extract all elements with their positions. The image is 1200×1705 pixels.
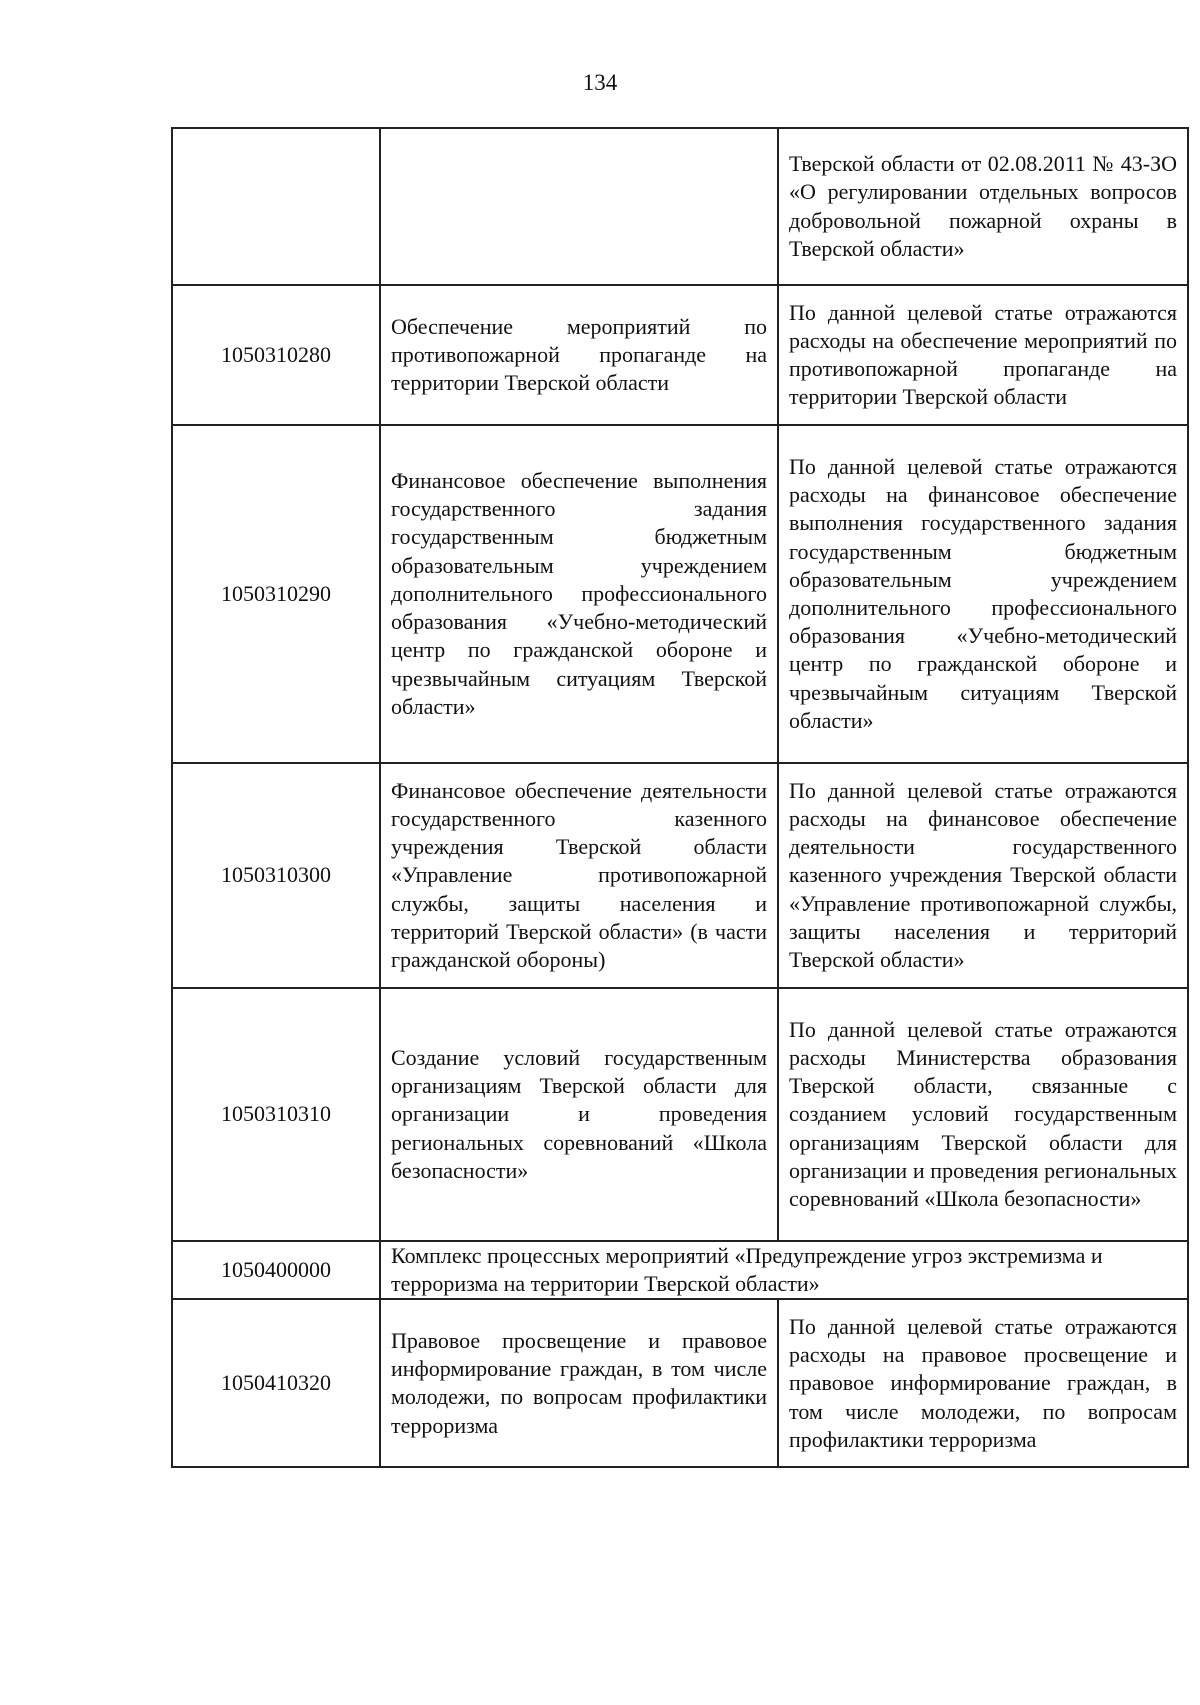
page-number: 134 (582, 70, 618, 95)
description-cell: По данной целевой статье отражаются расходы Министерства образования Тверской области, связанные с созданием условий государственным организациям Тверской области для организации и проведения региональных соревнований «Школа безопасности» (778, 988, 1188, 1241)
name-cell: Финансовое обеспечение выполнения государственного задания государственным бюджетным образовательным учреждением дополнительного профессионального образования «Учебно-методический центр по гражданской обороне и чрезвычайным ситуациям Тверской области» (380, 425, 778, 763)
table-row (172, 1241, 1188, 1299)
description-cell: Тверской области от 02.08.2011 № 43-ЗО «О регулировании отдельных вопросов добровольной пожарной охраны в Тверской области» (778, 128, 1188, 285)
name-cell: Правовое просвещение и правовое информирование граждан, в том числе молодежи, по вопросам профилактики терроризма (380, 1299, 778, 1467)
budget-classification-table (171, 127, 1189, 1468)
name-cell: Финансовое обеспечение деятельности государственного казенного учреждения Тверской области «Управление противопожарной службы, защиты населения и территорий Тверской области» (в части гражданской обороны) (380, 763, 778, 988)
section-title-cell: Комплекс процессных мероприятий «Предупреждение угроз экстремизма и терроризма на территории Тверской области» (380, 1241, 1188, 1299)
table-row (172, 988, 1188, 1241)
description-cell: По данной целевой статье отражаются расходы на финансовое обеспечение выполнения государственного задания государственным бюджетным образовательным учреждением дополнительного профессионального образования «Учебно-методический центр по гражданской обороне и чрезвычайным ситуациям Тверской области» (778, 425, 1188, 763)
code-cell (172, 128, 380, 285)
code-cell: 1050400000 (172, 1241, 380, 1299)
description-cell: По данной целевой статье отражаются расходы на финансовое обеспечение деятельности государственного казенного учреждения Тверской области «Управление противопожарной службы, защиты населения и территорий Тверской области» (778, 763, 1188, 988)
code-cell: 1050410320 (172, 1299, 380, 1467)
code-cell: 1050310290 (172, 425, 380, 763)
table-row (172, 1299, 1188, 1467)
name-cell: Создание условий государственным организациям Тверской области для организации и проведения региональных соревнований «Школа безопасности» (380, 988, 778, 1241)
description-cell: По данной целевой статье отражаются расходы на правовое просвещение и правовое информирование граждан, в том числе молодежи, по вопросам профилактики терроризма (778, 1299, 1188, 1467)
code-cell: 1050310310 (172, 988, 380, 1241)
table-row (172, 763, 1188, 988)
name-cell: Обеспечение мероприятий по противопожарной пропаганде на территории Тверской области (380, 285, 778, 425)
name-cell (380, 128, 778, 285)
table-row (172, 285, 1188, 425)
code-cell: 1050310280 (172, 285, 380, 425)
description-cell: По данной целевой статье отражаются расходы на обеспечение мероприятий по противопожарной пропаганде на территории Тверской области (778, 285, 1188, 425)
table-row (172, 425, 1188, 763)
code-cell: 1050310300 (172, 763, 380, 988)
table-row (172, 128, 1188, 285)
